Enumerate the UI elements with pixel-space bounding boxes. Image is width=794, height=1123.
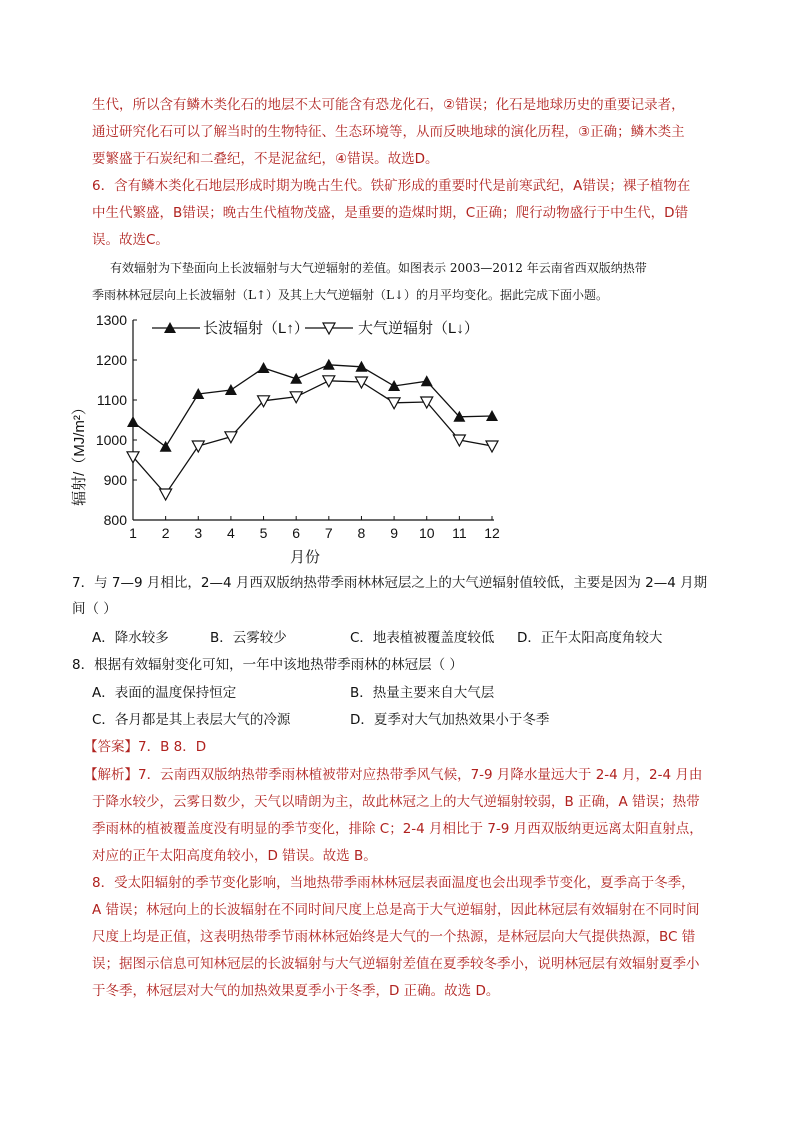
- series-line-longwave: [133, 365, 492, 447]
- data-point-longwave: [127, 416, 139, 427]
- analysis-line: 季雨林的植被覆盖度没有明显的季节变化，排除 C；2-4 月相比于 7-9 月西双版纳更远离太阳直射点，: [92, 821, 703, 837]
- legend-label-counter: 大气逆辐射（L↓）: [358, 320, 479, 337]
- x-tick-label: 7: [324, 525, 333, 541]
- data-point-longwave: [290, 373, 302, 384]
- chart-axes: [133, 320, 494, 520]
- data-point-counter: [355, 377, 367, 388]
- x-tick-label: 3: [194, 525, 203, 541]
- analysis-line: 误；据图示信息可知林冠层的长波辐射与大气逆辐射差值在夏季较冬季小，说明林冠层有效辐射夏季小: [92, 956, 700, 972]
- analysis-line: 尺度上均是正值，这表明热带季节雨林林冠始终是大气的一个热源，是林冠层向大气提供热源，BC 错: [92, 929, 696, 945]
- y-tick-label: 1000: [95, 432, 127, 448]
- answer-line: 【答案】7．B 8．D: [84, 739, 207, 755]
- q7-option-d[interactable]: D．正午太阳高度角较大: [517, 630, 663, 646]
- x-tick-label: 1: [129, 525, 137, 541]
- q7-stem-cont: 间（ ）: [72, 601, 117, 617]
- q8-option-b[interactable]: B．热量主要来自大气层: [350, 685, 495, 701]
- y-tick-label: 800: [103, 512, 127, 528]
- x-axis-label: 月份: [289, 549, 321, 566]
- data-point-longwave: [160, 441, 172, 452]
- q8-stem: 8．根据有效辐射变化可知，一年中该地热带季雨林的林冠层（ ）: [72, 657, 463, 673]
- x-tick-label: 6: [292, 525, 301, 541]
- prev-answer-line: 通过研究化石可以了解当时的生物特征、生态环境等，从而反映地球的演化历程，③正确；鳞木类主: [92, 124, 685, 140]
- x-tick-label: 2: [161, 525, 170, 541]
- prev-answer-line: 误。故选C。: [92, 232, 169, 248]
- y-tick-labels: [96, 312, 127, 528]
- intro-line: 季雨林林冠层向上长波辐射（L↑）及其上大气逆辐射（L↓）的月平均变化。据此完成下面小题。: [92, 288, 609, 302]
- data-point-longwave: [323, 359, 335, 370]
- q7-option-a[interactable]: A．降水较多: [92, 630, 169, 646]
- data-point-counter: [225, 432, 237, 443]
- intro-line: 有效辐射为下垫面向上长波辐射与大气逆辐射的差值。如图表示 2003—2012 年云南省西双版纳热带: [110, 261, 647, 275]
- x-tick-labels: [129, 525, 500, 541]
- analysis-line: 对应的正午太阳高度角较小，D 错误。故选 B。: [92, 848, 377, 864]
- x-tick-label: 8: [357, 525, 366, 541]
- series-line-counter: [133, 381, 492, 494]
- y-tick-label: 1200: [95, 352, 127, 368]
- chart-legend: [152, 320, 479, 337]
- analysis-line: 于冬季，林冠层对大气的加热效果夏季小于冬季，D 正确。故选 D。: [92, 983, 500, 999]
- analysis-line: 【解析】7．云南西双版纳热带季雨林植被带对应热带季风气候，7-9 月降水量远大于 2-4 月，2-4 月由: [84, 767, 703, 783]
- chart-series: [127, 359, 498, 500]
- radiation-line-chart: [70, 308, 500, 573]
- x-tick-label: 4: [227, 525, 235, 541]
- data-point-longwave: [225, 384, 237, 395]
- data-point-counter: [192, 441, 204, 452]
- q7-option-c[interactable]: C．地表植被覆盖度较低: [350, 630, 495, 646]
- prev-answer-line: 中生代繁盛，B错误；晚古生代植物茂盛，是重要的造煤时期，C正确；爬行动物盛行于中生代，D错: [92, 205, 689, 221]
- q8-option-c[interactable]: C．各月都是其上表层大气的冷源: [92, 712, 291, 728]
- legend-label-longwave: 长波辐射（L↑）: [203, 320, 309, 337]
- q8-option-a[interactable]: A．表面的温度保持恒定: [92, 685, 237, 701]
- y-axis-label: 辐射/（MJ/m²）: [71, 400, 88, 506]
- analysis-line: 8．受太阳辐射的季节变化影响，当地热带季雨林林冠层表面温度也会出现季节变化，夏季高于冬季，: [92, 875, 695, 891]
- y-tick-label: 900: [103, 472, 127, 488]
- q7-stem: 7．与 7—9 月相比，2—4 月西双版纳热带季雨林林冠层之上的大气逆辐射值较低，主要是因为 2—4 月期: [72, 575, 708, 591]
- x-tick-label: 11: [452, 525, 467, 541]
- q8-option-d[interactable]: D．夏季对大气加热效果小于冬季: [350, 712, 550, 728]
- data-point-counter: [486, 441, 498, 452]
- x-tick-label: 5: [259, 525, 268, 541]
- analysis-line: 于降水较少，云雾日数少，天气以晴朗为主，故此林冠之上的大气逆辐射较弱，B 正确，A 错误；热带: [92, 794, 700, 810]
- prev-answer-line: 生代，所以含有鳞木类化石的地层不太可能含有恐龙化石，②错误；化石是地球历史的重要记录者，: [92, 97, 685, 113]
- y-tick-label: 1300: [95, 312, 127, 328]
- x-tick-label: 10: [418, 525, 435, 541]
- y-tick-label: 1100: [96, 392, 127, 408]
- prev-answer-line: 6．含有鳞木类化石地层形成时期为晚古生代。铁矿形成的重要时代是前寒武纪，A错误；裸子植物在: [92, 178, 691, 194]
- x-tick-label: 9: [390, 525, 398, 541]
- data-point-longwave: [421, 375, 433, 386]
- x-tick-label: 12: [484, 525, 500, 541]
- data-point-counter: [160, 489, 172, 500]
- data-point-longwave: [258, 362, 270, 373]
- q7-option-b[interactable]: B．云雾较少: [210, 630, 287, 646]
- analysis-line: A 错误；林冠向上的长波辐射在不同时间尺度上总是高于大气逆辐射，因此林冠层有效辐射在不同时间: [92, 902, 700, 918]
- prev-answer-line: 要繁盛于石炭纪和二叠纪，不是泥盆纪，④错误。故选D。: [92, 151, 439, 167]
